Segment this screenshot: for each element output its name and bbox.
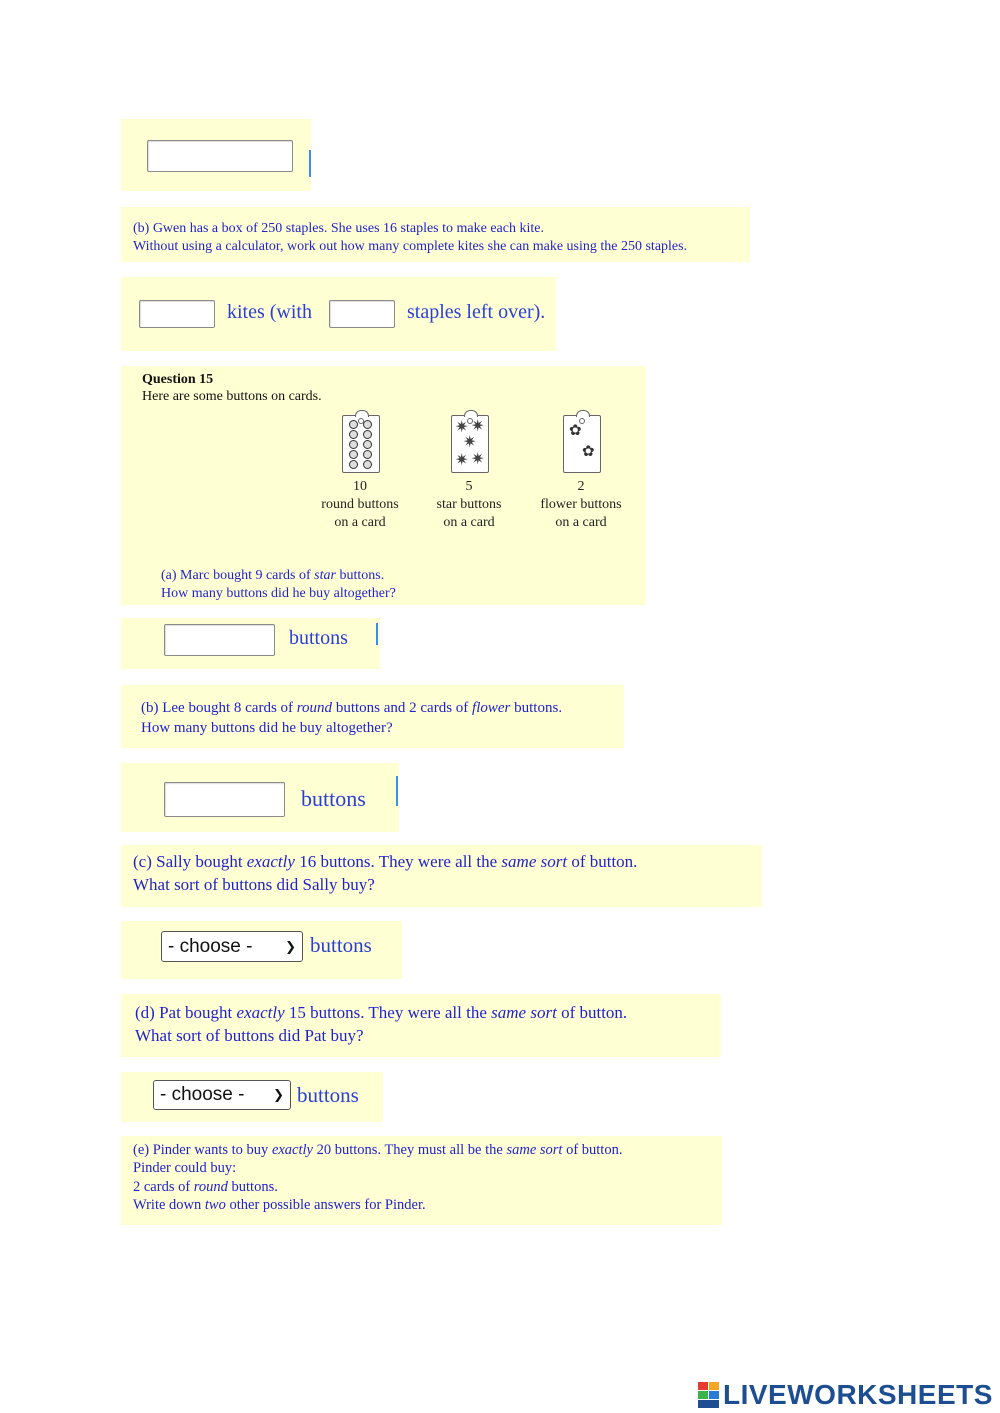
question-15a-line2: How many buttons did he buy altogether? — [161, 586, 396, 601]
answer-input-14a[interactable] — [147, 140, 293, 172]
question-14b-line1: (b) Gwen has a box of 250 staples. She uses 16 staples to make each kite. — [133, 221, 544, 236]
question-15e-line1: (e) Pinder wants to buy exactly 20 buttons. They must all be the same sort of button. — [133, 1142, 623, 1158]
question-15c-line1: (c) Sally bought exactly 16 buttons. They were all the same sort of button. — [133, 852, 638, 871]
question-15-title: Question 15 — [142, 372, 214, 387]
question-15b-line1: (b) Lee bought 8 cards of round buttons and 2 cards of flower buttons. — [141, 700, 563, 716]
card-caption-star: 5 star buttons on a card — [436, 479, 502, 530]
question-15b-line2: How many buttons did he buy altogether? — [141, 720, 393, 736]
liveworksheets-logo — [698, 1378, 993, 1412]
buttons-unit-15d: buttons — [297, 1083, 359, 1107]
kites-input[interactable] — [139, 300, 215, 328]
text-caret — [396, 776, 398, 806]
text-caret — [309, 150, 311, 177]
buttons-unit-15c: buttons — [310, 933, 372, 957]
button-type-select-15c[interactable]: - choose - ❯ — [161, 931, 303, 962]
staples-input[interactable] — [329, 300, 395, 328]
chevron-down-icon: ❯ — [285, 938, 296, 954]
question-15-intro: Here are some buttons on cards. — [142, 389, 322, 404]
kites-label: kites (with — [227, 301, 312, 323]
card-caption-flower: 2 flower buttons on a card — [540, 479, 622, 530]
question-15a-line1: (a) Marc bought 9 cards of star buttons. — [161, 568, 385, 583]
answer-input-15b[interactable] — [164, 782, 285, 817]
question-15e-line2: Pinder could buy: — [133, 1160, 237, 1176]
card-caption-round: 10 round buttons on a card — [321, 479, 399, 530]
liveworksheets-brand: LIVEWORKSHEETS — [723, 1379, 993, 1410]
question-15e-line4: Write down two other possible answers for Pinder. — [133, 1197, 426, 1213]
question-15e-line3: 2 cards of round buttons. — [133, 1179, 278, 1195]
staples-label: staples left over). — [407, 301, 546, 323]
question-15d-line1: (d) Pat bought exactly 15 buttons. They were all the same sort of button. — [135, 1003, 628, 1022]
question-15d-line2: What sort of buttons did Pat buy? — [135, 1026, 364, 1045]
button-type-select-15d[interactable]: - choose - ❯ — [153, 1080, 291, 1110]
flower-buttons-card-icon: ✿ ✿ — [563, 415, 601, 473]
buttons-unit-15b: buttons — [301, 786, 366, 811]
question-14b-line2: Without using a calculator, work out how many complete kites she can make using the 250 staples. — [133, 239, 688, 254]
round-buttons-card-icon — [342, 415, 380, 473]
question-15c-line2: What sort of buttons did Sally buy? — [133, 875, 375, 894]
buttons-unit-15a: buttons — [289, 627, 348, 649]
text-caret — [376, 623, 378, 645]
chevron-down-icon: ❯ — [273, 1087, 284, 1102]
answer-input-15a[interactable] — [164, 624, 275, 656]
liveworksheets-logo-icon — [698, 1382, 720, 1408]
star-buttons-card-icon: ✷ ✷ ✷ ✷ ✷ — [451, 415, 489, 473]
